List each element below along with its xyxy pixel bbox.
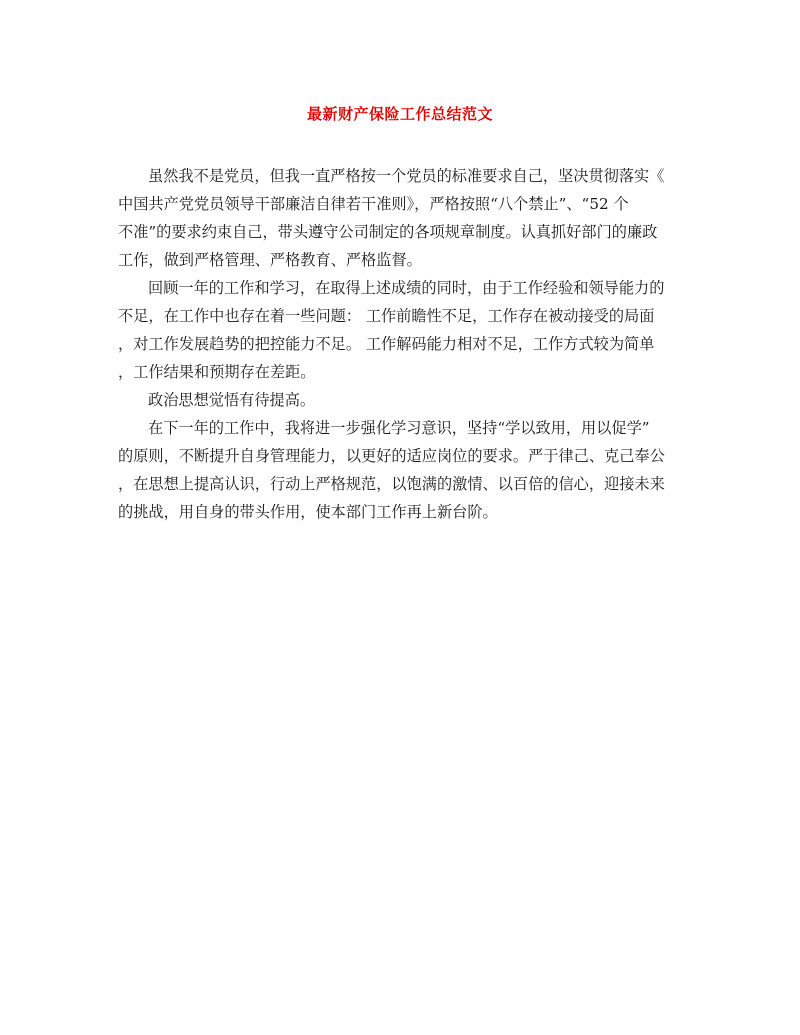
paragraph-4-line-2: 的原则，不断提升自身管理能力，以更好的适应岗位的要求。严于律己、克己奉公	[118, 447, 665, 465]
document-title: 最新财产保险工作总结范文	[306, 105, 493, 123]
paragraph-1-line-2: 中国共产党党员领导干部廉洁自律若干准则》，严格按照“八个禁止”、“52 个	[118, 195, 629, 213]
paragraph-4-line-1: 在下一年的工作中，我将进一步强化学习意识，坚持“学以致用，用以促学”	[148, 419, 650, 437]
paragraph-1-line-4: 工作，做到严格管理、严格教育、严格监督。	[118, 251, 422, 269]
paragraph-2-line-2: 不足，在工作中也存在着一些问题： 工作前瞻性不足，工作存在被动接受的局面	[118, 307, 655, 325]
paragraph-4-line-4: 的挑战，用自身的带头作用，使本部门工作再上新台阶。	[118, 503, 498, 521]
paragraph-2-line-3: ，对工作发展趋势的把控能力不足。 工作解码能力相对不足，工作方式较为简单	[118, 335, 655, 353]
paragraph-3-line-1: 政治思想觉悟有待提高。	[148, 391, 316, 409]
paragraph-1-line-1: 虽然我不是党员，但我一直严格按一个党员的标准要求自己，坚决贯彻落实《	[148, 167, 665, 185]
paragraph-4-line-3: ，在思想上提高认识，行动上严格规范，以饱满的激情、以百倍的信心，迎接未来	[118, 475, 665, 493]
paragraph-1-line-3: 不准”的要求约束自己，带头遵守公司制定的各项规章制度。认真抓好部门的廉政	[118, 223, 658, 241]
paragraph-2-line-1: 回顾一年的工作和学习，在取得上述成绩的同时，由于工作经验和领导能力的	[148, 279, 665, 297]
document-body	[118, 162, 690, 526]
paragraph-2-line-4: ，工作结果和预期存在差距。	[118, 363, 316, 381]
